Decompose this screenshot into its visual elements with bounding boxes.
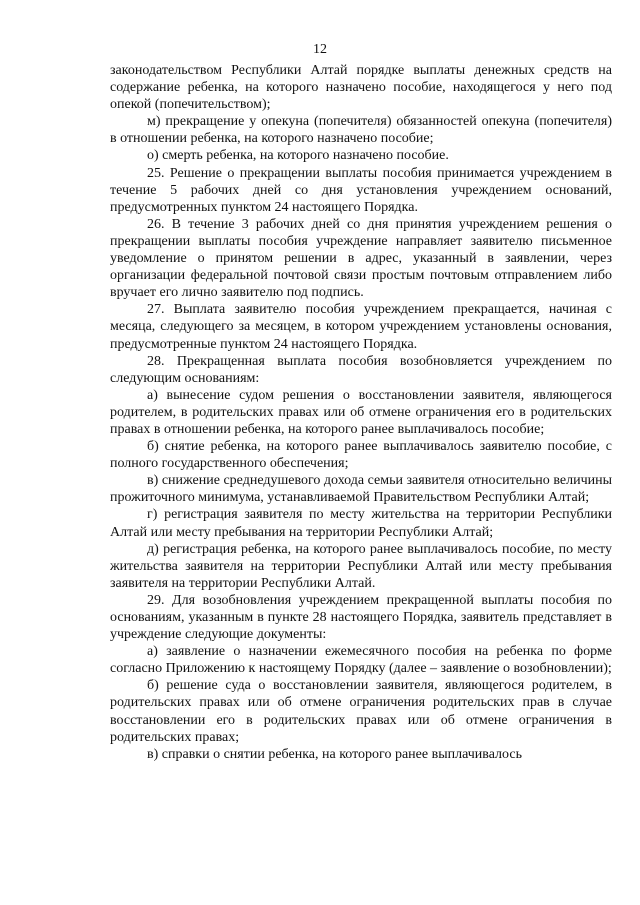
paragraph-28-g: г) регистрация заявителя по месту жительства на территории Республики Алтай или месту пребывания на территории Республики Алтай; xyxy=(110,507,612,540)
paragraph-29-v: в) справки о снятии ребенка, на которого ранее выплачивалось xyxy=(147,746,522,762)
paragraph-27: 27. Выплата заявителю пособия учреждением прекращается, начиная с месяца, следующего за месяцем, в котором учреждением установлены основания, предусмотренные пунктом 24 настоящего Порядка. xyxy=(110,302,612,352)
paragraph-item-m: м) прекращение у опекуна (попечителя) обязанностей опекуна (попечителя) в отношении ребенка, на которого назначено пособие; xyxy=(110,114,612,147)
paragraph-28: 28. Прекращенная выплата пособия возобновляется учреждением по следующим основаниям: xyxy=(110,353,612,386)
paragraph-29: 29. Для возобновления учреждением прекращенной выплаты пособия по основаниям, указанным в пункте 28 настоящего Порядка, заявитель представляет в учреждение следующие документы: xyxy=(110,592,612,643)
page-number: 12 xyxy=(313,42,327,57)
paragraph-28-v: в) снижение среднедушевого дохода семьи заявителя относительно величины прожиточного минимума, устанавливаемой Правительством Республики Алтай; xyxy=(110,473,612,506)
paragraph-28-a: а) вынесение судом решения о восстановлении заявителя, являющегося родителем, в родительских правах или об отмене ограничения его в родительских правах в отношении ребенка, на которого ранее выплачивалось пособие; xyxy=(110,387,612,437)
paragraph-26: 26. В течение 3 рабочих дней со дня принятия учреждением решения о прекращении выплаты пособия учреждение направляет заявителю письменное уведомление о принятом решении в адрес, указанный в заявлении, через организации федеральной почтовой связи простым почтовым отправлением либо вручает его лично заявителю под подпись. xyxy=(110,216,612,301)
paragraph-28-d: д) регистрация ребенка, на которого ранее выплачивалось пособие, по месту жительства заявителя на территории Республики Алтай или месту пребывания заявителя на территории Республики Алтай. xyxy=(110,541,612,591)
paragraph-continuation: законодательством Республики Алтай порядке выплаты денежных средств на содержание ребенка, на которого назначено пособие, находящегося у него под опекой (попечительством); xyxy=(110,63,612,113)
paragraph-25: 25. Решение о прекращении выплаты пособия принимается учреждением в течение 5 рабочих дней со дня установления учреждением оснований, предусмотренных пунктом 24 настоящего Порядка. xyxy=(110,165,612,215)
paragraph-29-b: б) решение суда о восстановлении заявителя, являющегося родителем, в родительских правах или об отмене ограничения родительских прав в случае восстановлении его в родительских правах или об отмене ограничения в родительских правах; xyxy=(110,678,612,745)
document-body xyxy=(110,62,612,763)
paragraph-29-a: а) заявление о назначении ежемесячного пособия на ребенка по форме согласно Приложению к настоящему Порядку (далее – заявление о возобновлении); xyxy=(110,644,612,677)
paragraph-28-b: б) снятие ребенка, на которого ранее выплачивалось заявителю пособие, с полного государственного обеспечения; xyxy=(110,439,612,472)
paragraph-item-o: о) смерть ребенка, на которого назначено пособие. xyxy=(147,148,449,164)
